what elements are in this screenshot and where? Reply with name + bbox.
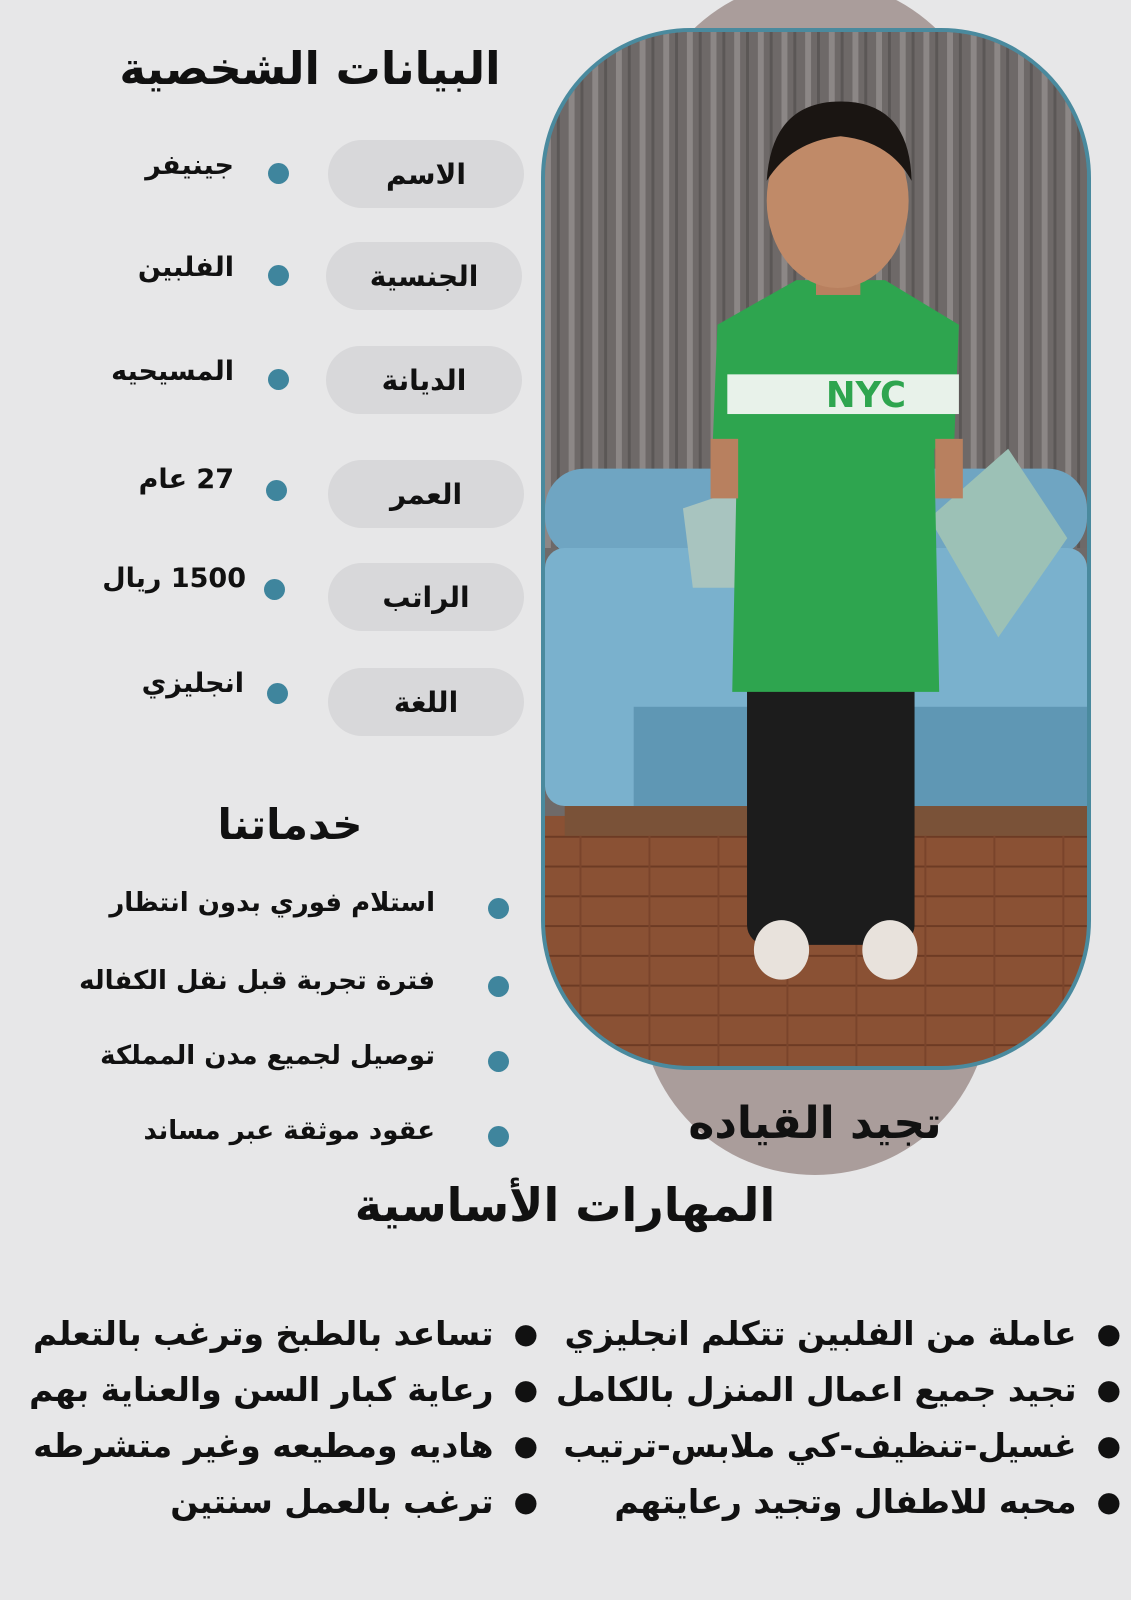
bullet-dot: [268, 369, 289, 390]
bullet-dot: [488, 976, 509, 997]
bullet-dot: [268, 265, 289, 286]
bullet-dot: ●: [513, 1485, 538, 1518]
service-text: فترة تجربة قبل نقل الكفاله: [79, 966, 435, 996]
info-row-nationality: [0, 242, 540, 310]
info-label: اللغة: [328, 668, 524, 736]
skill-item: [170, 1482, 538, 1521]
skill-text: غسيل-تنظيف-كي ملابس-ترتيب: [563, 1426, 1077, 1465]
info-row-religion: [0, 346, 540, 414]
bullet-dot: ●: [513, 1429, 538, 1462]
bullet-dot: [488, 1051, 509, 1072]
info-row-language: [0, 668, 540, 736]
service-item: [60, 888, 510, 928]
skill-item: [556, 1370, 1121, 1409]
info-row-age: [0, 460, 540, 528]
shirt-nyc-text: NYC: [825, 374, 906, 417]
photo-caption: تجيد القياده: [688, 1098, 942, 1149]
service-item: [60, 966, 510, 1006]
info-label: العمر: [328, 460, 524, 528]
info-label: الاسم: [328, 140, 524, 208]
bullet-dot: [488, 1126, 509, 1147]
worker-photo: [541, 28, 1091, 1070]
service-text: عقود موثقة عبر مساند: [143, 1116, 435, 1146]
services-title: خدماتنا: [217, 800, 363, 849]
bullet-dot: [268, 163, 289, 184]
skill-text: عاملة من الفلبين تتكلم انجليزي: [564, 1314, 1077, 1353]
bullet-dot: [264, 579, 285, 600]
bullet-dot: [267, 683, 288, 704]
skill-text: محبه للاطفال وتجيد رعايتهم: [614, 1482, 1077, 1521]
info-row-name: [0, 140, 540, 208]
skill-item: [33, 1426, 538, 1465]
skill-item: [563, 1426, 1121, 1465]
info-label: الجنسية: [326, 242, 522, 310]
skills-title: المهارات الأساسية: [354, 1178, 776, 1232]
bullet-dot: [266, 480, 287, 501]
skill-text: هاديه ومطيعه وغير متشرطه: [33, 1426, 494, 1465]
info-value: المسيحيه: [111, 356, 234, 387]
bullet-dot: ●: [513, 1317, 538, 1350]
service-item: [60, 1116, 510, 1156]
info-row-salary: [0, 563, 540, 631]
skill-text: رعاية كبار السن والعناية بهم: [29, 1370, 494, 1409]
bullet-dot: ●: [1096, 1317, 1121, 1350]
info-label: الراتب: [328, 563, 524, 631]
info-value: 27 عام: [138, 464, 234, 495]
info-value: انجليزي: [141, 668, 244, 699]
info-value: الفلبين: [137, 252, 234, 283]
service-text: توصيل لجميع مدن المملكة: [100, 1041, 435, 1071]
skill-text: تجيد جميع اعمال المنزل بالكامل: [555, 1370, 1077, 1409]
service-item: [60, 1041, 510, 1081]
bullet-dot: ●: [1096, 1373, 1121, 1406]
bullet-dot: ●: [1096, 1429, 1121, 1462]
skill-item: [33, 1314, 538, 1353]
worker-photo-illustration: [545, 32, 1087, 1066]
skill-item: [29, 1370, 538, 1409]
info-label: الديانة: [326, 346, 522, 414]
bullet-dot: ●: [513, 1373, 538, 1406]
skill-text: تساعد بالطبخ وترغب بالتعلم: [33, 1314, 494, 1353]
info-value: جينيفر: [145, 150, 234, 181]
bullet-dot: ●: [1096, 1485, 1121, 1518]
service-text: استلام فوري بدون انتظار: [109, 888, 435, 918]
personal-info-title: البيانات الشخصية: [119, 42, 501, 95]
bullet-dot: [488, 898, 509, 919]
skill-item: [614, 1482, 1121, 1521]
skill-item: [564, 1314, 1121, 1353]
skill-text: ترغب بالعمل سنتين: [170, 1482, 494, 1521]
info-value: 1500 ريال: [102, 563, 246, 594]
